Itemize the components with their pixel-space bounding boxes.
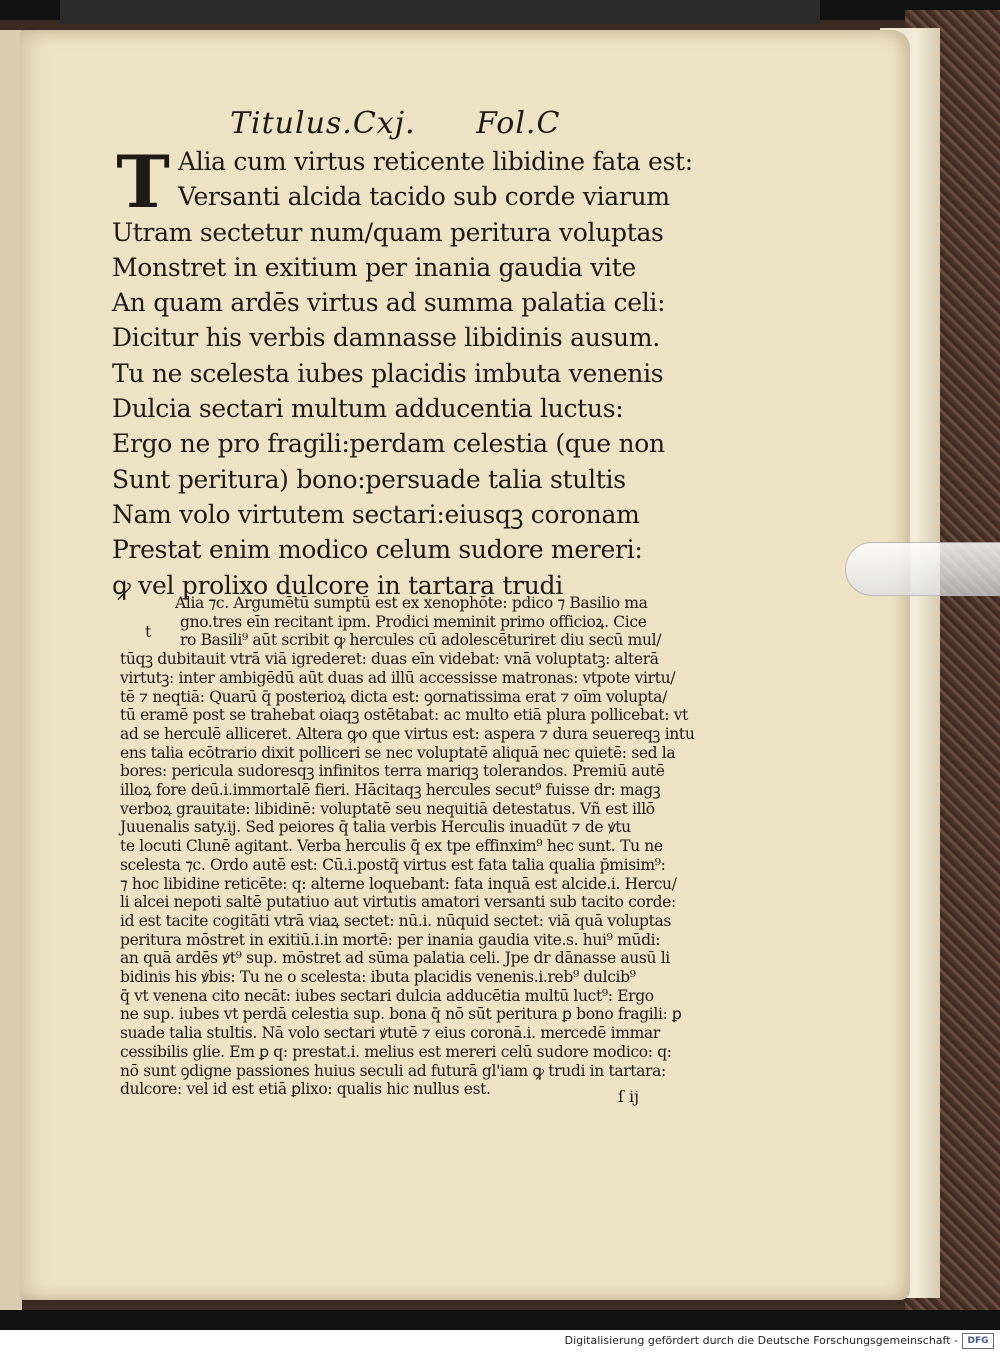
commentary-line: ro Basili⁹ aūt scribit ꝙ hercules cū adolescēturiret diu secū mul/ xyxy=(180,631,662,650)
commentary-line: bidinis his ꝟbis: Tu ne o scelesta: ibuta placidis venenis.i.reb⁹ dulcib⁹ xyxy=(120,968,636,987)
commentary-line: virtutꝫ: inter ambigēdū aūt duas ad illū accessisse matronas: vtpote virtu/ xyxy=(120,668,676,687)
commentary-line: Alia ⁊c. Argumētū sumptū est ex xenophōte: pdico ⁊ Basilio ma xyxy=(175,594,648,612)
commentary-line: verboꝝ grauitate: libidinē: voluptatē seu nequitiā detestatus. Vñ est illō xyxy=(120,799,655,818)
verse-line: ꝙ vel prolixo dulcore in tartara trudi xyxy=(112,570,563,600)
left-gutter xyxy=(0,30,22,1310)
commentary-line: tūqꝫ dubitauit vtrā viā igrederet: duas eīn videbat: vnā voluptatꝫ: alterā xyxy=(120,650,659,669)
verse-line: Ergo ne pro fragili:perdam celestia (que non xyxy=(112,429,665,459)
verse-line: Alia cum virtus reticente libidine fata est: xyxy=(178,147,693,176)
commentary-line: li alcei nepoti saltē putatiuo aut virtutis amatori versanti sub tacito corde: xyxy=(120,893,676,912)
commentary-line: nō sunt ꝯdigne passiones huius seculi ad futurā gl'iam ꝙ trudi in tartara: xyxy=(120,1061,666,1080)
commentary-line: q̄ vt venena cito necāt: iubes sectari dulcia adducētia multū luct⁹: Ergo xyxy=(120,986,654,1005)
commentary-line: ens talia ecōtrario dixit polliceri se nec voluptatē aliquā nec quietē: sed la xyxy=(120,743,676,762)
commentary-line: dulcore: vel id est etiā ꝑlixo: qualis hic nullus est. xyxy=(120,1080,491,1099)
verse-line: Monstret in exitium per inania gaudia vite xyxy=(112,252,636,282)
top-shadow xyxy=(60,0,820,24)
verse-line: Dicitur his verbis damnasse libidinis ausum. xyxy=(112,323,660,353)
page-header xyxy=(230,106,610,141)
verse-line: Utram sectetur num/quam peritura voluptas xyxy=(112,217,664,247)
commentary-line: ad se herculē alliceret. Altera ꝙo que virtus est: aspera ⁊ dura seuereqꝫ intu xyxy=(120,724,695,743)
verse-line: Prestat enim modico celum sudore mereri: xyxy=(112,535,643,565)
commentary-line: scelesta ⁊c. Ordo autē est: Cū.i.postq̄ virtus est fata talia qualia p̄misim⁹: xyxy=(120,855,666,874)
verse-line: Nam volo virtutem sectari:eiusqꝫ coronam xyxy=(112,499,640,529)
verse-line: Versanti alcida tacido sub corde viarum xyxy=(178,182,670,212)
page-clip xyxy=(845,542,1000,596)
commentary-line: tū eramē post se trahebat oiaqꝫ ostētabat: ac multo etiā plura pollicebat: vt xyxy=(120,706,689,725)
signature-mark: ſ ij xyxy=(618,1087,640,1106)
funding-credit: Digitalisierung gefördert durch die Deutsche Forschungsgemeinschaft - xyxy=(564,1334,958,1347)
margin-mark: t xyxy=(145,622,152,641)
verse-line: Tu ne scelesta iubes placidis imbuta venenis xyxy=(112,358,664,388)
verse-line: Dulcia sectari multum adducentia luctus: xyxy=(112,394,624,424)
commentary-line: ne sup. iubes vt perdā celestia sup. bona q̄ nō sūt peritura ꝑ bono fragili: ꝑ xyxy=(120,1005,682,1024)
commentary-line: Juuenalis saty.ij. Sed peiores q̄ talia verbis Herculis inuadūt ⁊ de ꝟtu xyxy=(120,818,631,837)
commentary-line: cessibilis glie. Em ꝑ q: prestat.i. melius est mereri celū sudore modico: q: xyxy=(120,1042,672,1061)
commentary-line: gno.tres eīn recitant ipm. Prodici meminit primo officioꝝ. Cice xyxy=(180,612,647,631)
running-title: Titulus.Cxj. xyxy=(230,106,416,141)
commentary-line: te locuti Clunē agitant. Verba herculis q̄ ex tpe effinxim⁹ hec sunt. Tu ne xyxy=(120,837,663,856)
folio-number: Fol.C xyxy=(476,106,561,141)
verse-line: An quam ardēs virtus ad summa palatia celi: xyxy=(112,288,666,318)
commentary-line: illoꝝ fore deū.i.immortalē fieri. Hācitaqꝫ hercules secut⁹ fuisse dr: magꝫ xyxy=(120,781,661,800)
dfg-logo-icon: DFG xyxy=(962,1333,994,1349)
verse-line: Sunt peritura) bono:persuade talia stultis xyxy=(112,464,626,494)
commentary-line: ⁊ hoc libidine reticēte: q: alterne loquebant: fata inquā est alcide.i. Hercu/ xyxy=(120,874,677,893)
commentary-line: id est tacite cogitāti vtrā viaꝝ sectet: nū.i. nūquid sectet: viā quā voluptas xyxy=(120,911,671,930)
drop-initial: T xyxy=(116,139,170,224)
commentary-line: peritura mōstret in exitiū.i.in mortē: per inania gaudia vite.s. hui⁹ mūdi: xyxy=(120,930,661,949)
commentary-line: an quā ardēs ꝟt⁹ sup. mōstret ad sūma palatia celi. Jpe dr dānasse ausū li xyxy=(120,949,670,968)
commentary-block xyxy=(120,594,695,1099)
footer-bar xyxy=(0,1330,1000,1352)
commentary-line: suade talia stultis. Nā volo sectari ꝟtutē ⁊ eius coronā.i. mercedē immar xyxy=(120,1024,660,1043)
commentary-line: tē ⁊ neqtiā: Quarū q̄ posterioꝝ dicta est: ꝯornatissima erat ⁊ oīm volupta/ xyxy=(120,687,667,706)
commentary-line: bores: pericula sudoresqꝫ infinitos terra mariqꝫ tolerandos. Premiū autē xyxy=(120,762,665,781)
